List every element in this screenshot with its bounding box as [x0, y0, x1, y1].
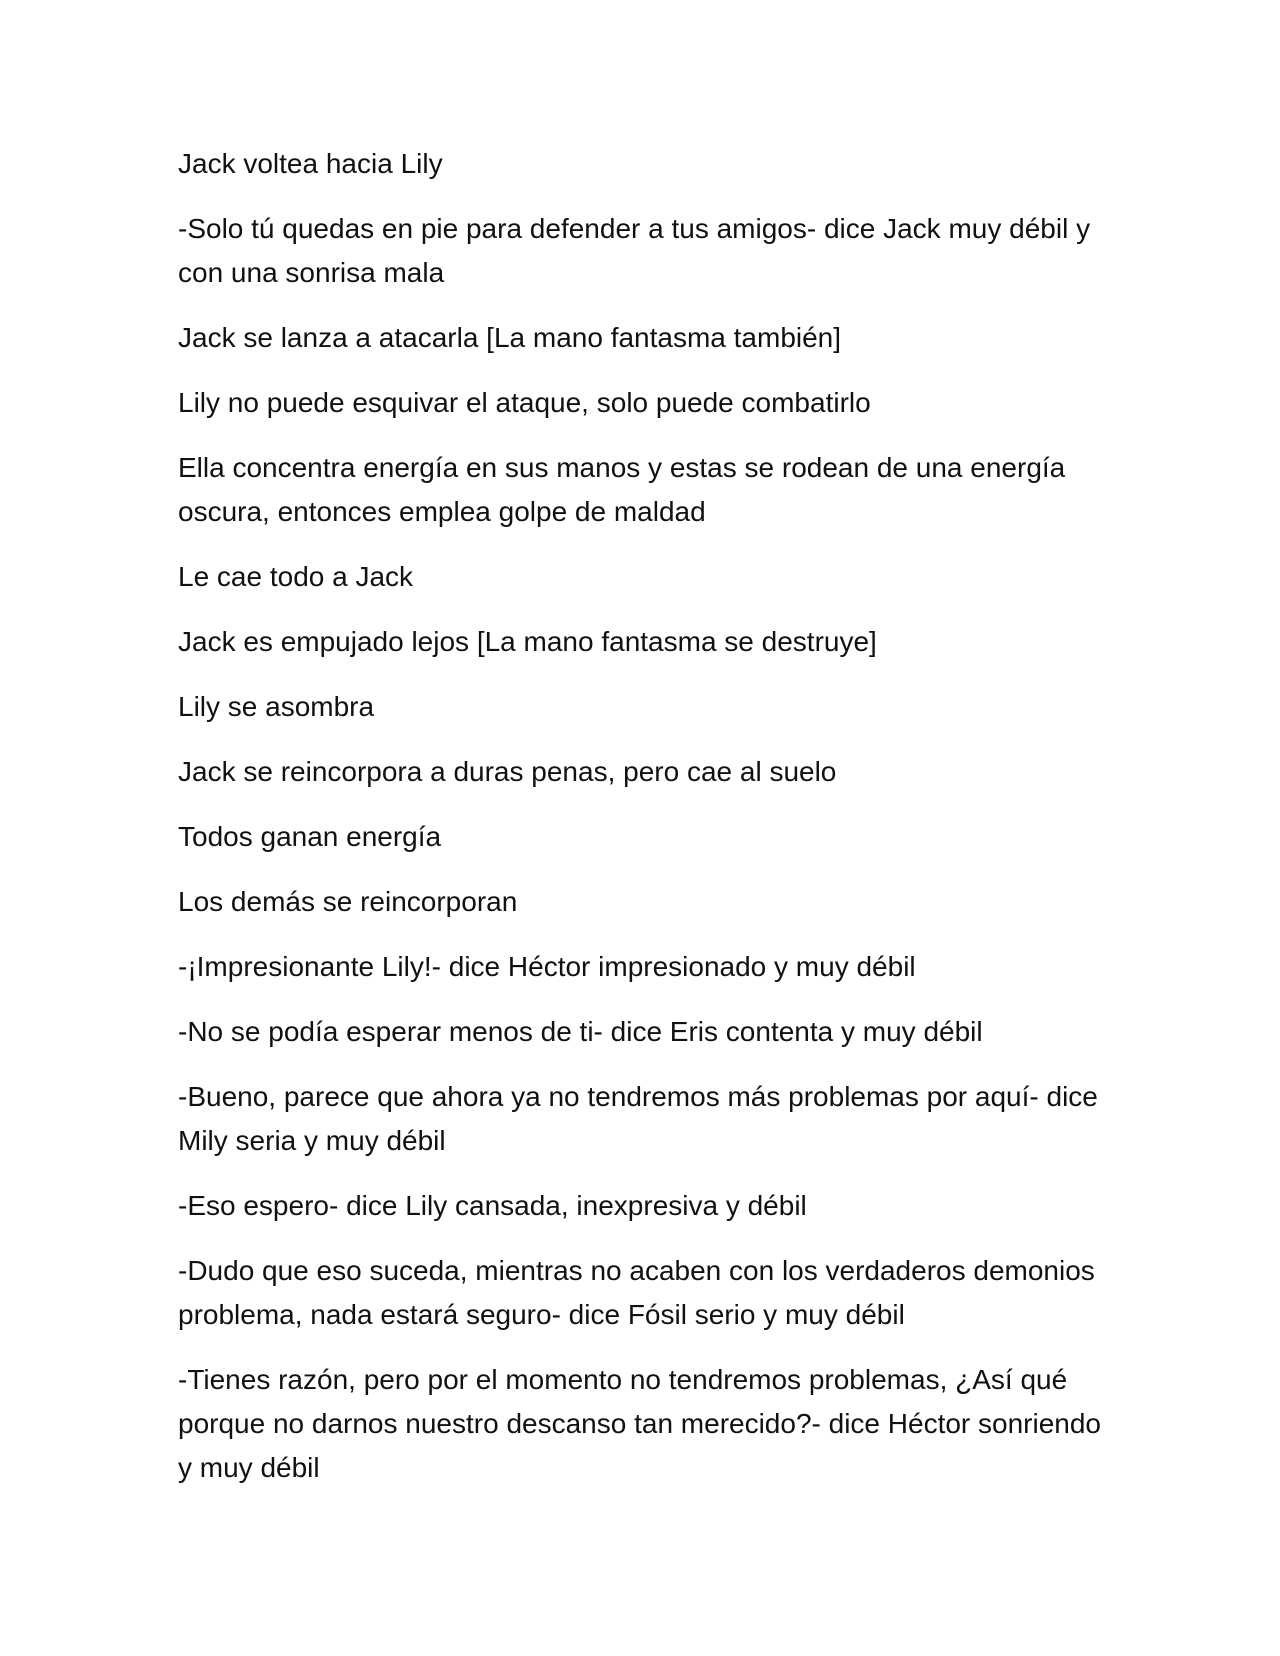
- paragraph: Lily no puede esquivar el ataque, solo puede combatirlo: [178, 387, 871, 418]
- paragraph: -Bueno, parece que ahora ya no tendremos más problemas por aquí- dice Mily seria y muy débil: [178, 1081, 1098, 1156]
- paragraph: -No se podía esperar menos de ti- dice Eris contenta y muy débil: [178, 1016, 983, 1047]
- paragraph: -Eso espero- dice Lily cansada, inexpresiva y débil: [178, 1190, 807, 1221]
- paragraph: -¡Impresionante Lily!- dice Héctor impresionado y muy débil: [178, 951, 916, 982]
- paragraph: -Tienes razón, pero por el momento no tendremos problemas, ¿Así qué porque no darnos nuestro descanso tan merecido?- dice Héctor sonriendo y muy débil: [178, 1364, 1102, 1483]
- paragraph: -Dudo que eso suceda, mientras no acaben con los verdaderos demonios problema, nada estará seguro- dice Fósil serio y muy débil: [178, 1255, 1095, 1330]
- paragraph: Le cae todo a Jack: [178, 561, 414, 592]
- paragraph: Jack se lanza a atacarla [La mano fantasma también]: [178, 322, 842, 353]
- document-body: [178, 142, 1108, 1511]
- paragraph: Jack es empujado lejos [La mano fantasma se destruye]: [178, 626, 877, 657]
- paragraph: Jack se reincorpora a duras penas, pero cae al suelo: [178, 756, 837, 787]
- paragraph: Todos ganan energía: [178, 821, 442, 852]
- paragraph: -Solo tú quedas en pie para defender a tus amigos- dice Jack muy débil y con una sonrisa mala: [178, 213, 1091, 288]
- paragraph: Jack voltea hacia Lily: [178, 148, 443, 179]
- paragraph: Los demás se reincorporan: [178, 886, 518, 917]
- paragraph: Lily se asombra: [178, 691, 375, 722]
- paragraph: Ella concentra energía en sus manos y estas se rodean de una energía oscura, entonces emplea golpe de maldad: [178, 452, 1066, 527]
